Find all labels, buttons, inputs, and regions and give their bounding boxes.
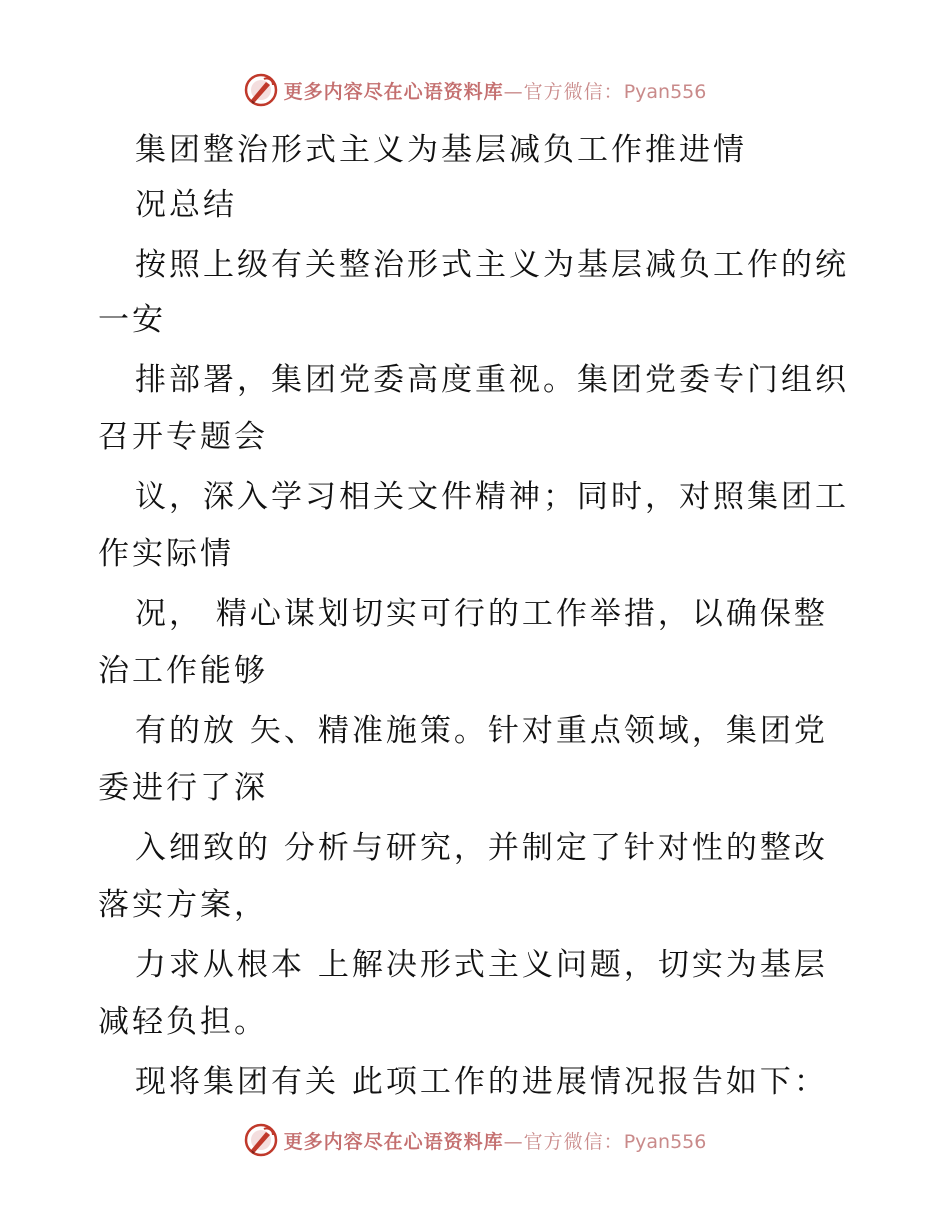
paragraph-line: 作实际情 [98,536,234,572]
header-banner-content [244,73,707,107]
footer-banner [0,1120,950,1160]
paragraph-line: 落实方案， [98,887,268,923]
header-banner-text [284,77,707,104]
document-title-line-1: 集团整治形式主义为基层减负工作推进情 [135,132,747,168]
header-banner-dash: — [503,80,524,103]
paragraph-line: 一安 [98,302,166,338]
pen-logo-icon [244,1123,278,1157]
paragraph-line: 减轻负担。 [98,1004,268,1040]
footer-banner-text [284,1127,707,1154]
header-banner-wechat-id: Pyan556 [623,80,707,103]
paragraph-line: 议，深入学习相关文件精神；同时，对照集团工 [135,479,849,515]
paragraph-line: 现将集团有关 此项工作的进展情况报告如下： [135,1064,828,1100]
paragraph-line: 召开专题会 [98,419,268,455]
paragraph-line: 况， 精心谋划切实可行的工作举措，以确保整 [135,596,828,632]
header-banner [0,70,950,110]
paragraph-line: 按照上级有关整治形式主义为基层减负工作的统 [135,247,849,283]
paragraph-line: 治工作能够 [98,653,268,689]
paragraph-line: 委进行了深 [98,770,268,806]
footer-banner-dash: — [503,1130,524,1153]
header-banner-title: 更多内容尽在心语资料库 [283,80,504,103]
document-title-line-2: 况总结 [135,187,237,223]
paragraph-line: 力求从根本 上解决形式主义问题，切实为基层 [135,947,828,983]
paragraph-line: 入细致的 分析与研究，并制定了针对性的整改 [135,830,828,866]
footer-banner-wechat-label: 官方微信： [523,1130,624,1153]
footer-banner-content [244,1123,707,1157]
pen-logo-icon [244,73,278,107]
paragraph-line: 排部署，集团党委高度重视。集团党委专门组织 [135,362,849,398]
footer-banner-wechat-id: Pyan556 [623,1130,707,1153]
header-banner-wechat-label: 官方微信： [523,80,624,103]
footer-banner-title: 更多内容尽在心语资料库 [283,1130,504,1153]
paragraph-line: 有的放 矢、精准施策。针对重点领域，集团党 [135,713,828,749]
